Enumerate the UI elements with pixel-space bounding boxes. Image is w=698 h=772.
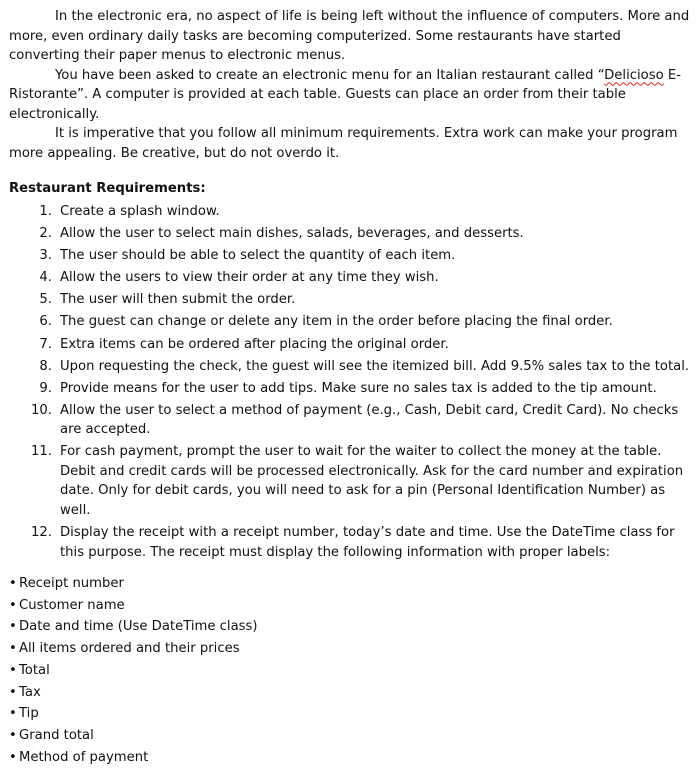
receipt-field-label: Grand total xyxy=(19,727,94,743)
bullet: • xyxy=(9,619,17,635)
requirement-number: 9. xyxy=(39,380,52,396)
requirement-number: 6. xyxy=(39,314,52,330)
requirement-item xyxy=(9,335,691,355)
receipt-field-label: Tip xyxy=(19,706,39,722)
requirement-number: 5. xyxy=(39,292,52,308)
requirement-number: 11. xyxy=(31,444,52,460)
bullet: • xyxy=(9,641,17,657)
receipt-field-item xyxy=(9,573,258,595)
requirement-text: Display the receipt with a receipt number, today’s date and time. Use the DateTime class for this purpose. The receipt must display the following information with proper labels: xyxy=(60,525,675,560)
requirement-item xyxy=(9,523,691,562)
requirement-item xyxy=(9,442,691,520)
receipt-field-item xyxy=(9,595,258,617)
receipt-fields-list xyxy=(9,573,258,768)
receipt-field-label: Tax xyxy=(19,684,41,700)
receipt-field-label: Receipt number xyxy=(19,576,124,591)
spellcheck-flagged-word: Delicioso xyxy=(604,67,664,83)
requirement-text: Allow the users to view their order at any time they wish. xyxy=(60,270,439,286)
intro-paragraph-2 xyxy=(9,66,691,125)
requirement-text: The user should be able to select the quantity of each item. xyxy=(60,248,456,264)
bullet: • xyxy=(9,749,17,765)
receipt-field-item xyxy=(9,747,258,769)
requirement-number: 7. xyxy=(39,336,52,352)
receipt-field-label: Total xyxy=(19,662,50,678)
receipt-field-label: All items ordered and their prices xyxy=(19,641,240,657)
receipt-field-item xyxy=(9,660,258,682)
requirement-number: 4. xyxy=(39,270,52,286)
requirement-item xyxy=(9,357,691,377)
receipt-field-item xyxy=(9,703,258,725)
document-page xyxy=(9,7,691,765)
receipt-field-label: Customer name xyxy=(19,597,125,613)
requirement-item xyxy=(9,268,691,288)
bullet: • xyxy=(9,597,17,613)
requirement-number: 10. xyxy=(31,402,52,418)
requirement-text: The user will then submit the order. xyxy=(60,292,296,308)
receipt-field-label: Method of payment xyxy=(19,749,149,765)
receipt-field-item xyxy=(9,616,258,638)
requirement-text: For cash payment, prompt the user to wait for the waiter to collect the money at the table. Debit and credit cards will be processed electronically. Ask for the card number and expiration date. Only for debit cards, you will need to ask for a pin (Personal Identification Number) as well. xyxy=(60,444,684,518)
intro-paragraph-2-end: E-Ristorante”. A computer is provided at each table. Guests can place an order from their table electronically. xyxy=(9,67,681,122)
requirement-item xyxy=(9,246,691,266)
requirement-text: Allow the user to select a method of payment (e.g., Cash, Debit card, Credit Card). No checks are accepted. xyxy=(60,402,679,438)
requirement-number: 12. xyxy=(31,525,52,541)
bullet: • xyxy=(9,576,17,591)
requirement-item xyxy=(9,202,691,222)
requirement-text: Upon requesting the check, the guest will see the itemized bill. Add 9.5% sales tax to the total. xyxy=(60,358,690,374)
requirement-number: 2. xyxy=(39,226,52,242)
bullet: • xyxy=(9,727,17,743)
requirement-number: 8. xyxy=(39,358,52,374)
receipt-field-item xyxy=(9,682,258,704)
requirement-item xyxy=(9,379,691,399)
requirement-item xyxy=(9,290,691,310)
requirement-item xyxy=(9,224,691,244)
requirements-list xyxy=(9,202,691,562)
intro-paragraph-3: It is imperative that you follow all minimum requirements. Extra work can make your program more appealing. Be creative, but do not overdo it. xyxy=(9,126,678,161)
receipt-field-label: Date and time (Use DateTime class) xyxy=(19,619,258,635)
bullet: • xyxy=(9,662,17,678)
requirement-number: 1. xyxy=(39,204,52,219)
bullet: • xyxy=(9,684,17,700)
receipt-field-item xyxy=(9,725,258,747)
requirement-item xyxy=(9,312,691,332)
bullet: • xyxy=(9,706,17,722)
receipt-field-item xyxy=(9,638,258,660)
intro-paragraph-1: In the electronic era, no aspect of life is being left without the influence of computers. More and more, even ordinary daily tasks are becoming computerized. Some restaurants have started converting their paper menus to electronic menus. xyxy=(9,9,690,63)
requirements-heading: Restaurant Requirements: xyxy=(9,181,206,196)
intro-paragraph-2-start: You have been asked to create an electronic menu for an Italian restaurant called “ xyxy=(55,67,605,83)
requirement-text: Provide means for the user to add tips. Make sure no sales tax is added to the tip amount. xyxy=(60,380,657,396)
requirement-text: The guest can change or delete any item in the order before placing the final order. xyxy=(60,314,613,330)
requirement-item xyxy=(9,401,691,440)
requirement-text: Allow the user to select main dishes, salads, beverages, and desserts. xyxy=(60,226,524,242)
requirement-text: Create a splash window. xyxy=(60,204,220,219)
requirement-number: 3. xyxy=(39,248,52,264)
requirement-text: Extra items can be ordered after placing the original order. xyxy=(60,336,449,352)
